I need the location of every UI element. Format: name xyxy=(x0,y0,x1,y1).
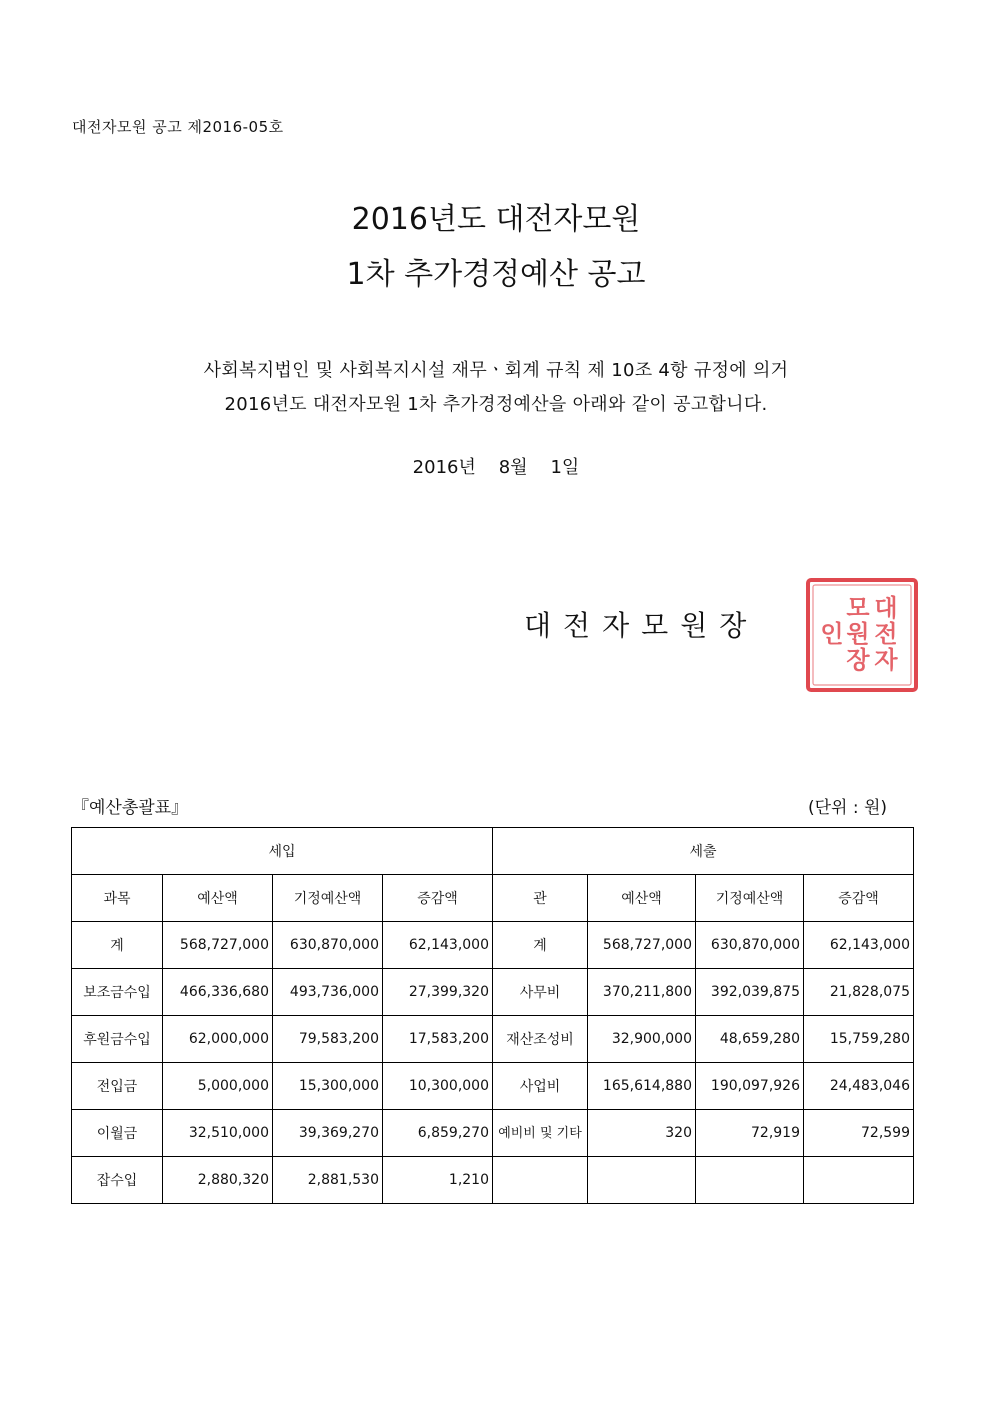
table-cell: 165,614,880 xyxy=(588,1063,696,1110)
table-cell: 계 xyxy=(493,922,588,969)
table-cell: 1,210 xyxy=(383,1157,493,1204)
revenue-header: 세입 xyxy=(72,828,493,875)
table-row xyxy=(72,1063,914,1110)
svg-text:모: 모 xyxy=(846,594,870,622)
table-cell: 370,211,800 xyxy=(588,969,696,1016)
table-cell: 568,727,000 xyxy=(163,922,273,969)
table-cell: 이월금 xyxy=(72,1110,163,1157)
svg-text:자: 자 xyxy=(874,646,898,674)
table-row xyxy=(72,1157,914,1204)
table-cell: 17,583,200 xyxy=(383,1016,493,1063)
table-cell: 15,300,000 xyxy=(273,1063,383,1110)
table-cell: 후원금수입 xyxy=(72,1016,163,1063)
table-cell: 6,859,270 xyxy=(383,1110,493,1157)
notice-number: 대전자모원 공고 제2016-05호 xyxy=(72,118,284,136)
table-cell: 계 xyxy=(72,922,163,969)
table-cell: 466,336,680 xyxy=(163,969,273,1016)
table-cell: 62,143,000 xyxy=(804,922,914,969)
body-line-1: 사회복지법인 및 사회복지시설 재무ㆍ회계 규칙 제 10조 4항 규정에 의거 xyxy=(203,360,789,381)
table-cell: 2,880,320 xyxy=(163,1157,273,1204)
table-cell: 10,300,000 xyxy=(383,1063,493,1110)
table-cell: 320 xyxy=(588,1110,696,1157)
table-row xyxy=(72,969,914,1016)
official-seal-stamp xyxy=(804,576,920,694)
column-header: 증감액 xyxy=(804,875,914,922)
column-header: 관 xyxy=(493,875,588,922)
table-cell: 사업비 xyxy=(493,1063,588,1110)
table-cell: 보조금수입 xyxy=(72,969,163,1016)
table-cell xyxy=(493,1157,588,1204)
signer: 대전자모원장 xyxy=(524,609,759,642)
table-cell xyxy=(696,1157,804,1204)
budget-summary-table xyxy=(71,827,914,1204)
table-cell: 72,919 xyxy=(696,1110,804,1157)
table-cell: 79,583,200 xyxy=(273,1016,383,1063)
notice-date: 2016년 8월 1일 xyxy=(412,457,580,478)
column-header: 예산액 xyxy=(163,875,273,922)
table-cell: 재산조성비 xyxy=(493,1016,588,1063)
column-header: 기정예산액 xyxy=(273,875,383,922)
column-header: 예산액 xyxy=(588,875,696,922)
table-cell xyxy=(804,1157,914,1204)
table-cell: 5,000,000 xyxy=(163,1063,273,1110)
column-header: 기정예산액 xyxy=(696,875,804,922)
table-cell: 630,870,000 xyxy=(696,922,804,969)
svg-text:장: 장 xyxy=(846,646,870,674)
table-cell: 190,097,926 xyxy=(696,1063,804,1110)
table-cell: 72,599 xyxy=(804,1110,914,1157)
section-title: 『예산총괄표』 xyxy=(72,798,189,818)
table-cell: 568,727,000 xyxy=(588,922,696,969)
expense-header: 세출 xyxy=(493,828,914,875)
table-cell: 62,000,000 xyxy=(163,1016,273,1063)
table-cell: 전입금 xyxy=(72,1063,163,1110)
svg-text:대: 대 xyxy=(874,594,898,622)
table-cell: 62,143,000 xyxy=(383,922,493,969)
table-cell: 27,399,320 xyxy=(383,969,493,1016)
table-cell: 예비비 및 기타 xyxy=(493,1110,588,1157)
table-row xyxy=(72,1016,914,1063)
column-header: 과목 xyxy=(72,875,163,922)
table-cell: 32,900,000 xyxy=(588,1016,696,1063)
table-cell xyxy=(588,1157,696,1204)
unit-label: (단위 : 원) xyxy=(808,798,888,818)
svg-text:전: 전 xyxy=(874,620,898,648)
svg-text:원: 원 xyxy=(846,620,870,648)
table-cell: 2,881,530 xyxy=(273,1157,383,1204)
table-cell: 493,736,000 xyxy=(273,969,383,1016)
table-cell: 48,659,280 xyxy=(696,1016,804,1063)
column-header: 증감액 xyxy=(383,875,493,922)
svg-text:인: 인 xyxy=(820,620,844,648)
title-line-2: 1차 추가경정예산 공고 xyxy=(346,257,646,292)
table-column-header-row xyxy=(72,875,914,922)
table-cell: 24,483,046 xyxy=(804,1063,914,1110)
title-line-1: 2016년도 대전자모원 xyxy=(351,202,641,237)
table-cell: 392,039,875 xyxy=(696,969,804,1016)
table-cell: 630,870,000 xyxy=(273,922,383,969)
table-cell: 사무비 xyxy=(493,969,588,1016)
body-line-2: 2016년도 대전자모원 1차 추가경정예산을 아래와 같이 공고합니다. xyxy=(224,394,768,415)
table-cell: 21,828,075 xyxy=(804,969,914,1016)
table-cell: 잡수입 xyxy=(72,1157,163,1204)
table-cell: 15,759,280 xyxy=(804,1016,914,1063)
table-cell: 32,510,000 xyxy=(163,1110,273,1157)
table-row xyxy=(72,922,914,969)
table-row xyxy=(72,1110,914,1157)
table-cell: 39,369,270 xyxy=(273,1110,383,1157)
table-group-header-row xyxy=(72,828,914,875)
